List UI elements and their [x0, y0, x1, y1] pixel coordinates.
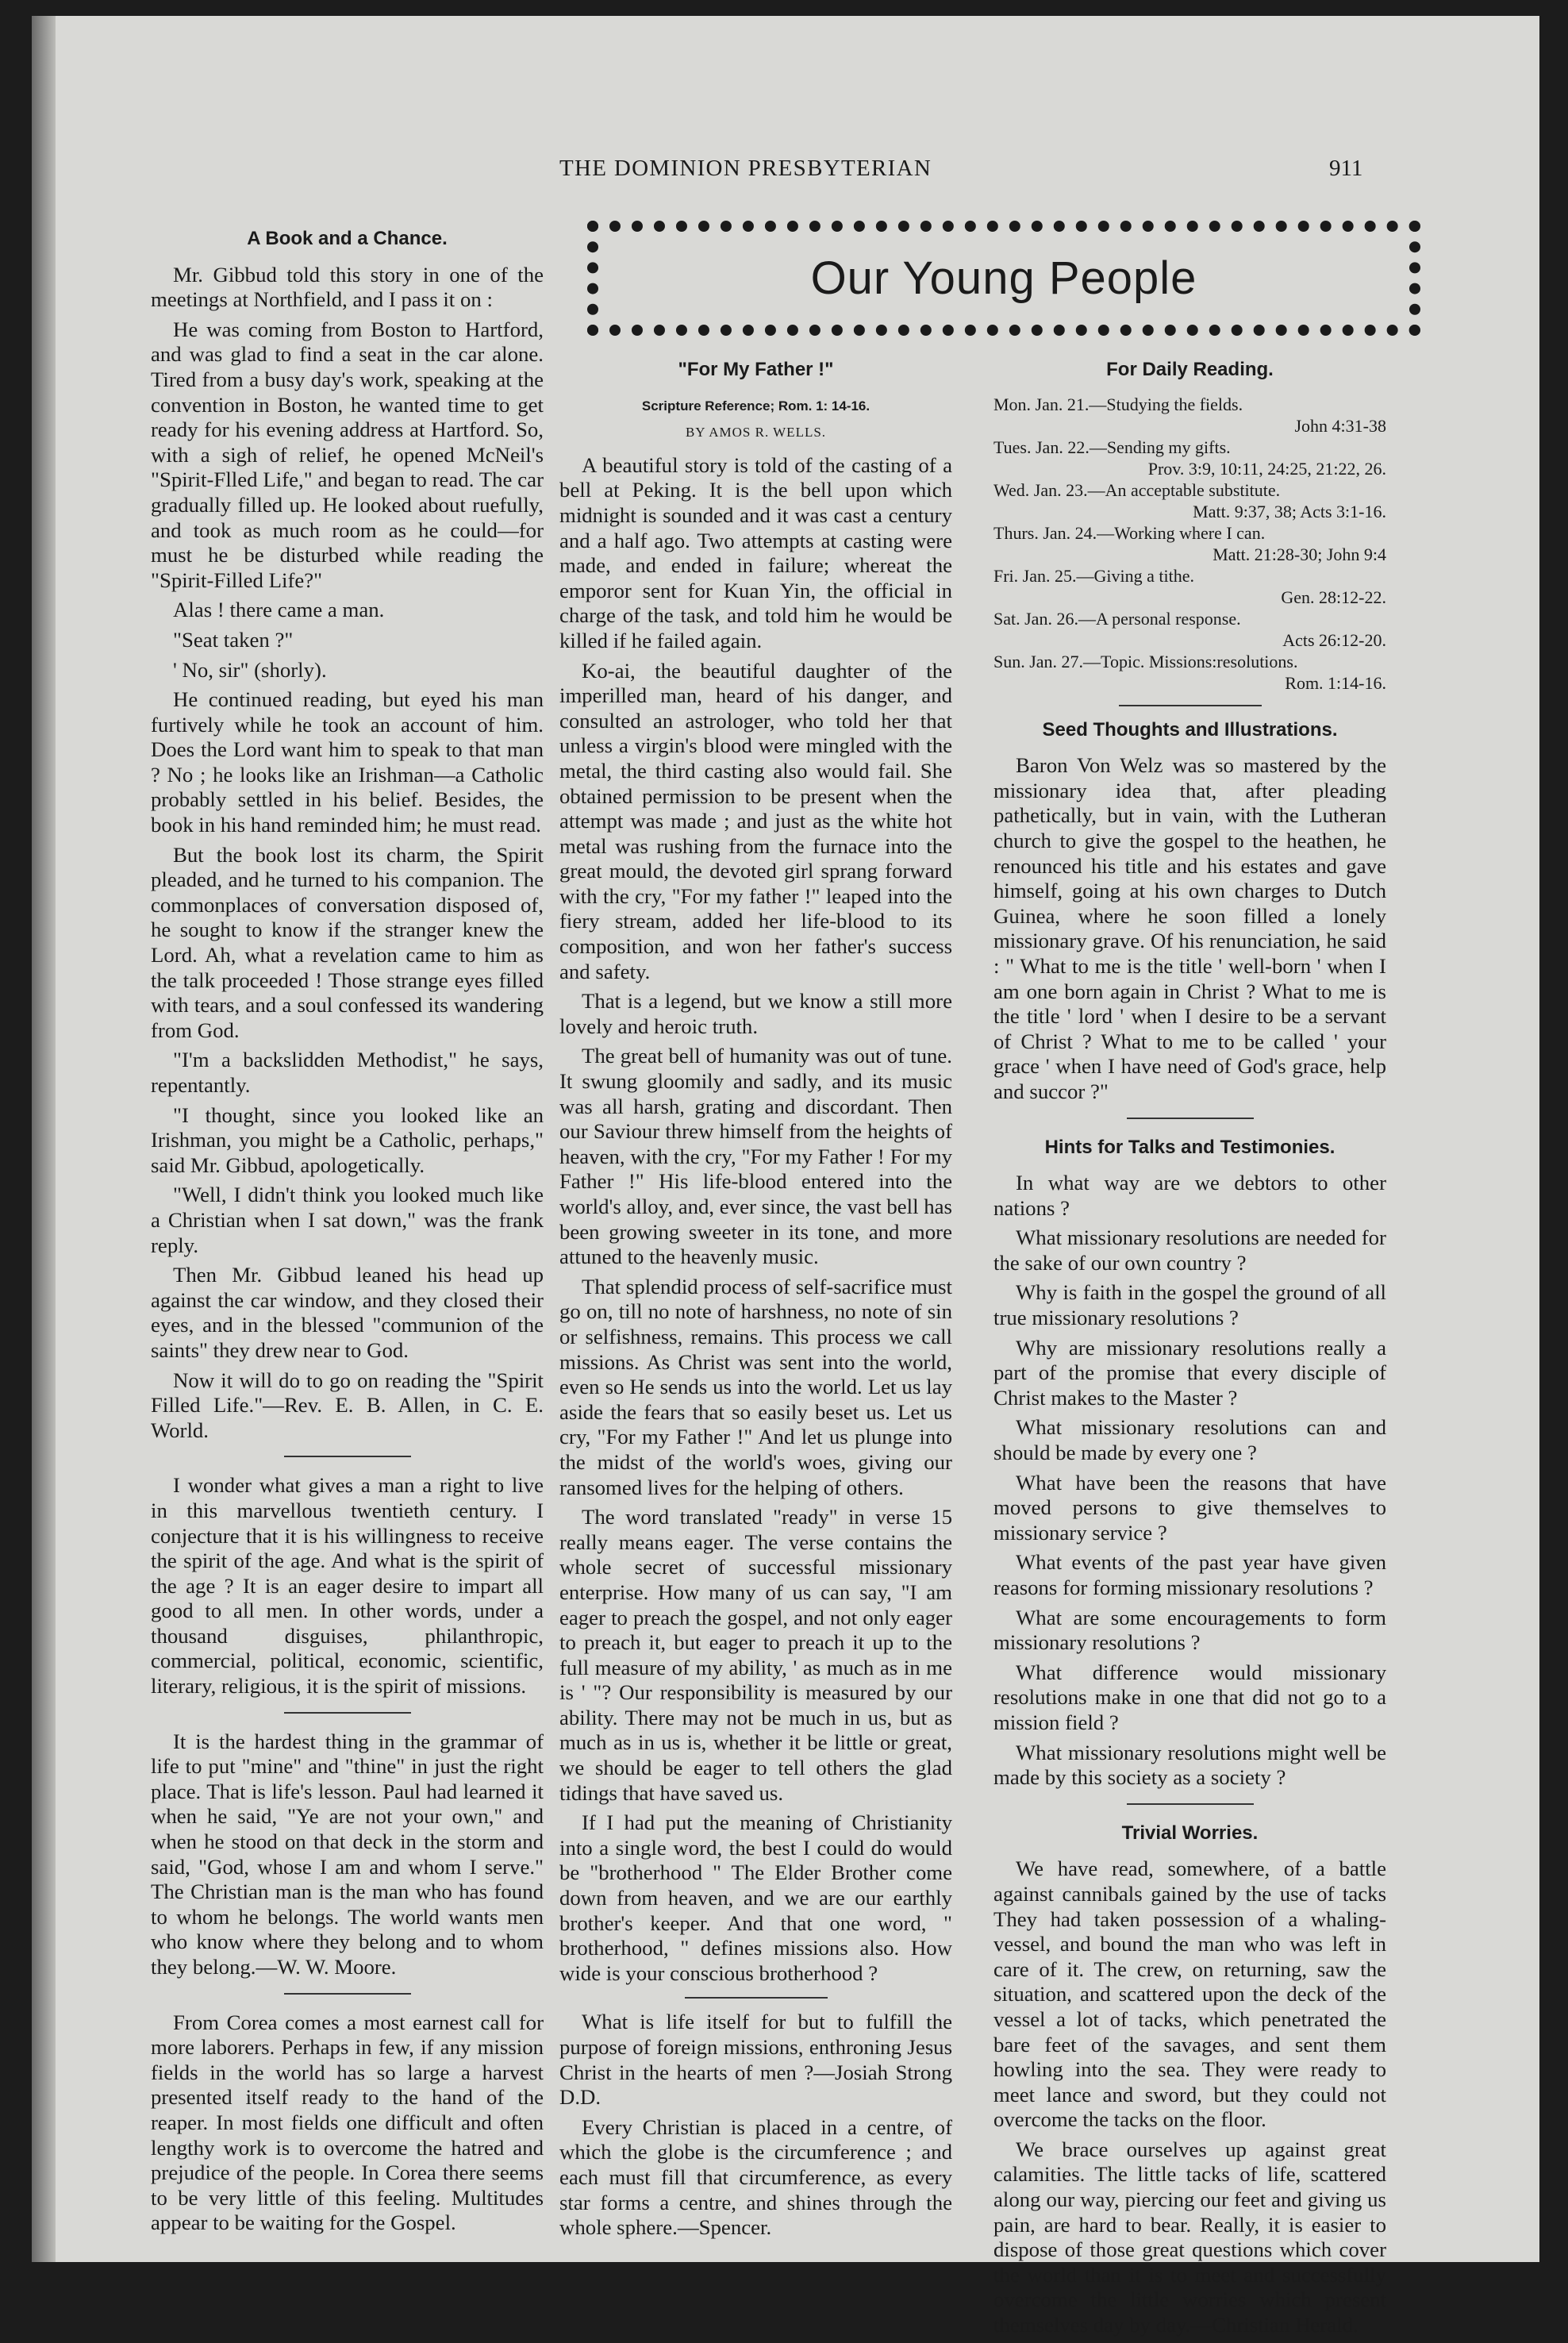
hint-item: What missionary resolutions are needed for the sake of our own country ? — [993, 1225, 1386, 1275]
section-divider — [284, 1712, 411, 1714]
paragraph: Every Christian is placed in a centre, of which the globe is the circumference ; and each must fill that circumference, as every star forms a centre, and shines through the whole sphere.—Spencer. — [559, 2114, 952, 2240]
heading-hints: Hints for Talks and Testimonies. — [1044, 1136, 1335, 1158]
paragraph: I wonder what gives a man a right to live in this marvellous twentieth century. I conjecture that it is his willingness to receive the spirit of the age. And what is the spirit of the age ? It is an eager desire to impart all good to all men. In other words, under a thousand disguises, philanthropic, commercial, political, economic, scientific, literary, religious, it is the spirit of missions. — [151, 1473, 544, 1699]
hint-item: Why is faith in the gospel the ground of all true missionary resolutions ? — [993, 1280, 1386, 1330]
newspaper-page — [32, 16, 1539, 2337]
paragraph: "Well, I didn't think you looked much like a Christian when I sat down," was the frank reply. — [151, 1183, 544, 1257]
paragraph: The word translated "ready" in verse 15 really means eager. The verse contains the whole secret of successful missionary enterprise. How many of us can say, "I am eager to preach the gospel, and not only eager to preach it, but eager to preach it up to the full measure of my ability, ' as much as in me is ' "? Our responsibility is measured by our ability. There may not be much in us, but as much as in us is, whether it be little or great, we should be eager to tell others the glad tidings that have saved us. — [559, 1505, 952, 1805]
column-left — [151, 226, 544, 2241]
paragraph: Then Mr. Gibbud leaned his head up against the car window, and they closed their eyes, and in the blessed "communion of the saints" they drew near to God. — [151, 1263, 544, 1362]
hint-item: What missionary resolutions can and should be made by every one ? — [993, 1415, 1386, 1465]
list-item: Sat. Jan. 26.—A personal response. Acts 26:12-20. — [993, 608, 1386, 650]
paragraph: It is the hardest thing in the grammar of life to put "mine" and "thine" in just the right place. That is life's lesson. Paul had learned it when he said, "Ye are not your own," and when he stood on that deck in the storm and said, "God, whose I am and whom I serve." The Christian man is the man who has found to whom he belongs. The world wants men who know where they belong and to whom they belong.—W. W. Moore. — [151, 1729, 544, 1979]
paragraph: "Seat taken ?" — [173, 627, 294, 652]
paragraph: ' No, sir" (shorly). — [173, 657, 327, 682]
hint-item: In what way are we debtors to other nations ? — [993, 1171, 1386, 1220]
page-header-title: THE DOMINION PRESBYTERIAN — [559, 156, 932, 181]
paragraph: He was coming from Boston to Hartford, and was glad to find a seat in the car alone. Tired from a busy day's work, speaking at the convention in Boston, he wanted time to get ready for his evening address at Hartford. So, with a sigh of relief, he opened McNeil's "Spirit-Flled Life," and began to read. The car gradually filled up. He looked about ruefully, and took as much room as he could—for must he be disturbed while reading the "Spirit-Filled Life?" — [151, 317, 544, 592]
section-divider — [685, 1997, 828, 1999]
list-item: Wed. Jan. 23.—An acceptable substitute. Matt. 9:37, 38; Acts 3:1-16. — [993, 479, 1386, 521]
hint-item: What events of the past year have given reasons for forming missionary resolutions ? — [993, 1550, 1386, 1599]
section-divider — [1127, 1118, 1254, 1119]
section-divider — [284, 1456, 411, 1457]
column-right — [993, 357, 1386, 2343]
paragraph: A beautiful story is told of the casting of a bell at Peking. It is the bell upon which midnight is sounded and it was cast a century and a half ago. Two attempts at casting were made, and ended in failure; whereat the emporor sent for Kuan Yin, the official in charge of the task, and told him he would be killed if he failed again. — [559, 452, 952, 652]
heading-trivial-worries: Trivial Worries. — [1121, 1822, 1259, 1844]
paragraph: Now it will do to go on reading the "Spirit Filled Life."—Rev. E. B. Allen, in C. E. World. — [151, 1368, 544, 1442]
paragraph: We have read, somewhere, of a battle against cannibals gained by the use of tacks They had taken possession of a whaling-vessel, and bound the man who was left in care of it. The crew, on returning, saw the situation, and scattered upon the deck of the vessel a lot of tacks, which penetrated the bare feet of the savages, and sent them howling into the sea. They were ready to meet lance and sword, but they could not overcome the tacks on the floor. — [993, 1856, 1386, 2132]
paragraph: The great bell of humanity was out of tune. It swung gloomily and sadly, and its music was all harsh, grating and discordant. Then our Saviour threw himself from the heights of heaven, with the cry, "For my Father ! For my Father !" His life-blood entered into the world's alloy, and, ever since, the vast bell has been growing sweeter in its tone, and more attuned to the heavenly music. — [559, 1044, 952, 1269]
paragraph: He continued reading, but eyed his man furtively while he took an account of him. Does the Lord want him to speak to that man ? No ; he looks like an Irishman—a Catholic probably settled in his belief. Besides, the book in his hand reminded him; he must read. — [151, 687, 544, 837]
paragraph: From Corea comes a most earnest call for more laborers. Perhaps in few, if any mission fields in the world has so large a harvest presented itself ready to the hand of the reaper. In most fields one difficult and often lengthy work is to overcome the hatred and prejudice of the people. In Corea there seems to be very little of this feeling. Multitudes appear to be waiting for the Gospel. — [151, 2010, 544, 2235]
paragraph: What is life itself for but to fulfill the purpose of foreign missions, enthroning Jesus Christ in the hearts of men ?—Josiah Strong D.D. — [559, 2010, 952, 2110]
list-item: Tues. Jan. 22.—Sending my gifts. Prov. 3:9, 10:11, 24:25, 21:22, 26. — [993, 437, 1386, 479]
byline: BY AMOS R. WELLS. — [685, 425, 827, 441]
paragraph: Alas ! there came a man. — [173, 598, 385, 622]
page-binding-shadow — [32, 16, 56, 2262]
banner-title: Our Young People — [810, 252, 1197, 304]
article-heading-for-my-father: "For My Father !" — [678, 359, 834, 380]
section-divider — [284, 1993, 411, 1995]
paragraph: We brace ourselves up against great calamities. The little tacks of life, scattered along our way, piercing our feet and giving us pain, are hard to bear. Really, it is easier to dispose of those great questions which cover the world than it is to meet and successfully overcome the little worries which present themselves day by day.—Christian Herald. — [993, 2137, 1386, 2337]
paragraph: "I'm a backslidden Methodist," he says, repentantly. — [151, 1048, 544, 1097]
paragraph: That splendid process of self-sacrifice must go on, till no note of harshness, no note of sin or selfishness, remains. This process we call missions. As Christ was sent into the world, even so He sends us into the world. Let us lay aside the fears that so easily beset us. Let us cry, "For my Father !" And let us plunge into the midst of the world's woes, giving our ransomed lives for the helping of others. — [559, 1274, 952, 1499]
paragraph: Baron Von Welz was so mastered by the missionary idea that, after pleading pathetically, but in vain, with the Lutheran church to give the gospel to the heathen, he renounced his title and his estates and gave himself, going at his own charges to Dutch Guinea, where he soon filled a lonely missionary grave. Of his renunciation, he said : " What to me is the title ' well-born ' when I am one born again in Christ ? What to me is the title ' lord ' when I desire to be a servant of Christ ? What to me to be called ' your grace ' when I have need of God's grace, help and succor ?" — [993, 753, 1386, 1103]
section-banner — [587, 221, 1420, 336]
scripture-reference: Scripture Reference; Rom. 1: 14-16. — [641, 398, 870, 414]
paragraph: Mr. Gibbud told this story in one of the meetings at Northfield, and I pass it on : — [151, 262, 544, 312]
paragraph: If I had put the meaning of Christianity into a single word, the best I could do would be "brotherhood " The Elder Brother come down from heaven, and we are our earthly brother's keeper. And that one word, " brotherhood, " defines missions also. How wide is your conscious brotherhood ? — [559, 1810, 952, 1985]
hint-item: Why are missionary resolutions really a part of the promise that every disciple of Christ makes to the Master ? — [993, 1335, 1386, 1410]
hint-item: What difference would missionary resolutions make in one that did not go to a mission field ? — [993, 1660, 1386, 1734]
hint-item: What are some encouragements to form missionary resolutions ? — [993, 1605, 1386, 1655]
paragraph: "I thought, since you looked like an Irishman, you might be a Catholic, perhaps," said Mr. Gibbud, apologetically. — [151, 1102, 544, 1177]
hint-item: What missionary resolutions might well be made by this society as a society ? — [993, 1740, 1386, 1790]
article-heading-book-and-chance: A Book and a Chance. — [247, 228, 448, 249]
paragraph: That is a legend, but we know a still more lovely and heroic truth. — [559, 989, 952, 1038]
heading-daily-reading: For Daily Reading. — [1106, 359, 1274, 380]
section-divider — [1127, 1803, 1254, 1805]
list-item: Thurs. Jan. 24.—Working where I can. Matt. 21:28-30; John 9:4 — [993, 522, 1386, 564]
daily-reading-list — [993, 394, 1386, 694]
list-item: Sun. Jan. 27.—Topic. Missions:resolutions. Rom. 1:14-16. — [993, 651, 1386, 693]
list-item: Mon. Jan. 21.—Studying the fields. John 4:31-38 — [993, 394, 1386, 436]
page-number: 911 — [1329, 156, 1363, 181]
section-divider — [1119, 705, 1262, 706]
list-item: Fri. Jan. 25.—Giving a tithe. Gen. 28:12-22. — [993, 565, 1386, 607]
paragraph: But the book lost its charm, the Spirit pleaded, and he turned to his companion. The commonplaces of conversation disposed of, he sought to know if the stranger knew the Lord. Ah, what a revelation came to him as the talk proceeded ! Those strange eyes filled with tears, and a soul confessed its wandering from God. — [151, 842, 544, 1042]
column-middle — [559, 357, 952, 2245]
paragraph: Ko-ai, the beautiful daughter of the imperilled man, heard of his danger, and consulted an astrologer, who told her that unless a virgin's blood were mingled with the metal, the third casting also would fail. She obtained permission to be present when the attempt was made ; and just as the white hot metal was rushing from the furnace into the great mould, the devoted girl sprang forward with the cry, "For my father !" leaped into the fiery stream, added her life-blood to its composition, and won her father's success and safety. — [559, 658, 952, 983]
heading-seed-thoughts: Seed Thoughts and Illustrations. — [1042, 718, 1338, 741]
hint-item: What have been the reasons that have moved persons to give themselves to missionary service ? — [993, 1470, 1386, 1545]
